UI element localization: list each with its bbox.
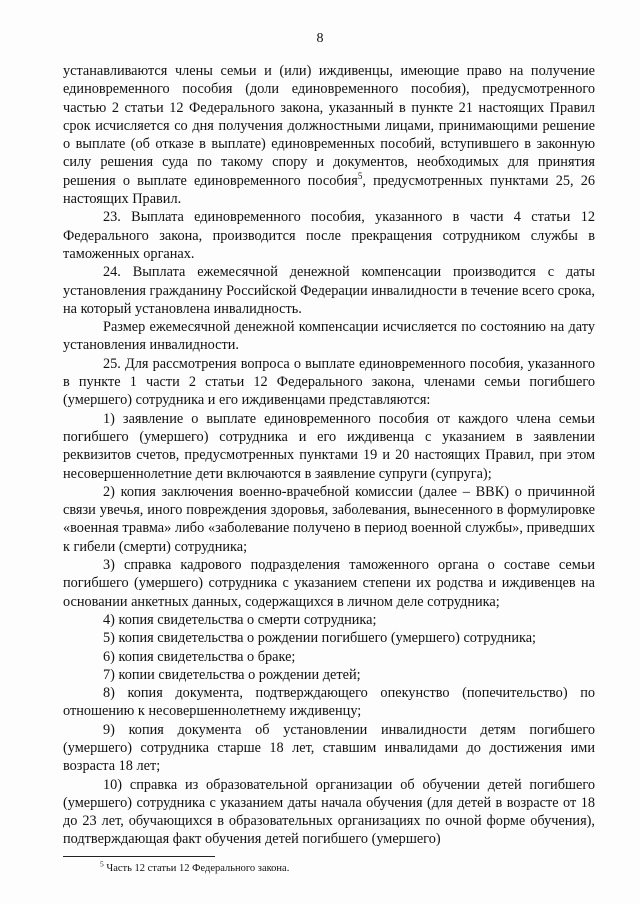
paragraph-24-compensation-size: Размер ежемесячной денежной компенсации исчисляется по состоянию на дату установления инвалидности. bbox=[63, 319, 595, 354]
list-item-2: 2) копия заключения военно-врачебной комиссии (далее – ВВК) о причинной связи увечья, иного повреждения здоровья, заболевания, вынесенного в формулировке «военная травма» либо «заболевание получено в период военной службы», приведших к гибели (смерти) сотрудника; bbox=[63, 483, 595, 555]
list-item-5: 5) копия свидетельства о рождении погибшего (умершего) сотрудника; bbox=[103, 630, 537, 647]
list-item-6: 6) копия свидетельства о браке; bbox=[103, 648, 296, 665]
paragraph-text-tail: , предусмотренных пунктами 25, 26 настоящих Правил. bbox=[63, 172, 595, 208]
footnote-text: Часть 12 статьи 12 Федерального закона. bbox=[106, 863, 290, 874]
paragraph-continuation bbox=[63, 62, 595, 208]
paragraph-text: устанавливаются члены семьи и (или) иждивенцы, имеющие право на получение единовременного пособия (доли единовременного пособия), предусмотренного частью 2 статьи 12 Федерального закона, указанный в пункте 21 настоящих Правил срок исчисляется со дня получения должностными лицами, принимающими решение о выплате (об отказе в выплате) единовременных пособий, вступившего в законную силу решения суда по такому спору и документов, необходимых для принятия решения о выплате единовременного пособия bbox=[63, 63, 595, 189]
list-item-4: 4) копия свидетельства о смерти сотрудника; bbox=[103, 611, 377, 628]
footnote-reference: 5 bbox=[357, 171, 363, 182]
list-item-1: 1) заявление о выплате единовременного пособия от каждого члена семьи погибшего (умершего) сотрудника и его иждивенца с указанием в заявлении реквизитов счетов, предусмотренных пунктами 19 и 20 настоящих Правил, при этом несовершеннолетние дети включаются в заявление супруги (супруга); bbox=[63, 410, 595, 482]
list-item-3: 3) справка кадрового подразделения таможенного органа о составе семьи погибшего (умершего) сотрудника с указанием степени их родства и иждивенцев на основании анкетных данных, содержащихся в личном деле сотрудника; bbox=[63, 557, 595, 610]
footnote bbox=[100, 859, 290, 875]
page-number: 8 bbox=[316, 31, 324, 46]
footnote-divider bbox=[63, 856, 215, 857]
paragraph-23: 23. Выплата единовременного пособия, указанного в части 4 статьи 12 Федерального закона, производится после прекращения сотрудником службы в таможенных органах. bbox=[63, 209, 595, 262]
paragraph-25: 25. Для рассмотрения вопроса о выплате единовременного пособия, указанного в пункте 1 части 2 статьи 12 Федерального закона, членами семьи погибшего (умершего) сотрудника и его иждивенцами представляются: bbox=[63, 355, 595, 409]
list-item-7: 7) копии свидетельства о рождении детей; bbox=[103, 666, 361, 683]
list-item-9: 9) копия документа об установлении инвалидности детям погибшего (умершего) сотрудника старше 18 лет, ставшим инвалидами до достижения ими возраста 18 лет; bbox=[63, 721, 595, 775]
footnote-number: 5 bbox=[100, 859, 104, 869]
paragraph-24: 24. Выплата ежемесячной денежной компенсации производится с даты установления гражданину Российской Федерации инвалидности в течение всего срока, на который установлена инвалидность. bbox=[63, 264, 595, 317]
body-text bbox=[63, 62, 595, 849]
list-item-10: 10) справка из образовательной организации об обучении детей погибшего (умершего) сотрудника с указанием даты начала обучения (для детей в возрасте от 18 до 23 лет, обучающихся в образовательных организациях по очной форме обучения), подтверждающая факт обучения детей погибшего (умершего) bbox=[63, 776, 595, 848]
list-item-8: 8) копия документа, подтверждающего опекунство (попечительство) по отношению к несовершеннолетнему иждивенцу; bbox=[63, 685, 595, 720]
